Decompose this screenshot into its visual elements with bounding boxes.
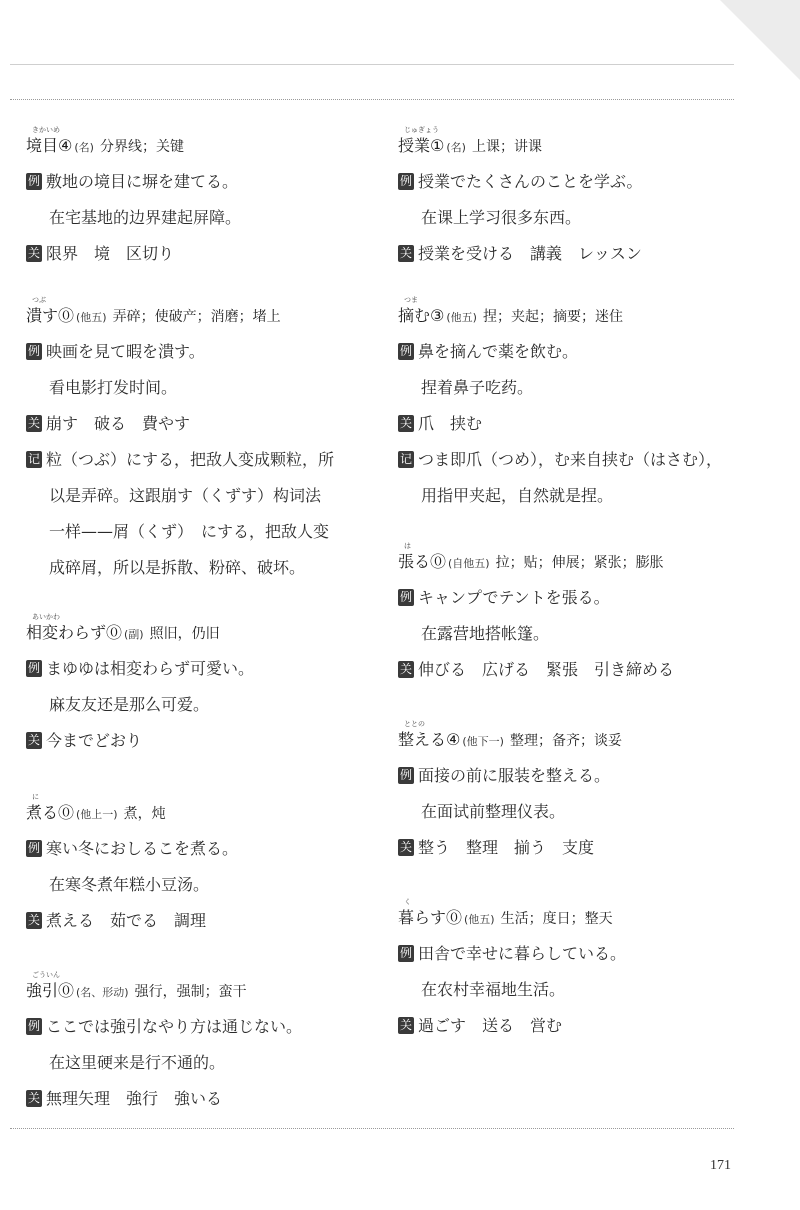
related-badge: 关 xyxy=(27,1091,40,1105)
example-badge: 例 xyxy=(27,344,40,358)
example-badge: 例 xyxy=(27,174,40,188)
example-badge: 例 xyxy=(27,841,40,855)
related-words: 過ごす 送る 営む xyxy=(418,1016,563,1035)
note-line: 一样——屑（くず） にする，把敌人变 xyxy=(49,522,330,541)
related-badge: 关 xyxy=(27,733,40,747)
furigana: ととの xyxy=(404,720,425,728)
meaning: 生活；度日；整天 xyxy=(500,911,613,927)
note-line: つま即爪（つめ），む来自挟む（はさむ）， xyxy=(418,450,723,469)
headword: 相変わらず⓪ xyxy=(26,623,123,642)
part-of-speech: (他五) xyxy=(446,311,477,324)
example-badge: 例 xyxy=(399,590,412,604)
meaning: 强行，强制；蛮干 xyxy=(134,984,247,1000)
note-badge: 记 xyxy=(27,452,40,466)
furigana: きかいめ xyxy=(32,126,60,134)
furigana: じゅぎょう xyxy=(404,126,439,134)
translation: 在课上学习很多东西。 xyxy=(421,208,582,227)
related-words: 伸びる 広げる 緊張 引き締める xyxy=(418,660,675,679)
translation: 看电影打发时间。 xyxy=(49,378,178,397)
meaning: 拉；贴；伸展；紧张；膨胀 xyxy=(495,555,664,571)
meaning: 捏；夹起；摘要；迷住 xyxy=(482,309,623,325)
example-sentence: 映画を見て暇を潰す。 xyxy=(46,342,205,361)
headword: 整える④ xyxy=(398,730,461,749)
footer-dotted-rule xyxy=(10,1128,734,1129)
example-sentence: 敷地の境目に塀を建てる。 xyxy=(46,172,239,191)
meaning: 照旧，仍旧 xyxy=(149,626,220,642)
headword: 張る⓪ xyxy=(398,552,447,571)
part-of-speech: (副) xyxy=(124,628,144,641)
related-badge: 关 xyxy=(399,840,412,854)
note-badge: 记 xyxy=(399,452,412,466)
part-of-speech: (名、形动) xyxy=(76,986,129,999)
part-of-speech: (他上一) xyxy=(76,808,118,821)
example-badge: 例 xyxy=(399,174,412,188)
translation: 捏着鼻子吃药。 xyxy=(421,378,534,397)
note-line: 以是弄碎。这跟崩す（くずす）构词法 xyxy=(49,486,322,505)
example-sentence: 面接の前に服装を整える。 xyxy=(418,766,611,785)
example-sentence: 寒い冬におしるこを煮る。 xyxy=(46,839,239,858)
related-words: 崩す 破る 費やす xyxy=(46,414,191,433)
entry-gouin xyxy=(26,973,371,1117)
part-of-speech: (他下一) xyxy=(462,735,504,748)
translation: 在这里硬来是行不通的。 xyxy=(49,1053,226,1072)
furigana: は xyxy=(404,542,411,550)
translation: 麻友友还是那么可爱。 xyxy=(49,695,210,714)
furigana: く xyxy=(404,898,411,906)
entry-kurasu xyxy=(398,900,743,1044)
furigana: に xyxy=(32,793,39,801)
translation: 在农村幸福地生活。 xyxy=(421,980,566,999)
example-badge: 例 xyxy=(399,768,412,782)
example-sentence: 田舎で幸せに暮らしている。 xyxy=(418,944,627,963)
example-sentence: 鼻を摘んで薬を飲む。 xyxy=(418,342,579,361)
related-badge: 关 xyxy=(399,246,412,260)
part-of-speech: (名) xyxy=(446,141,466,154)
related-words: 授業を受ける 講義 レッスン xyxy=(418,244,642,263)
headword: 潰す⓪ xyxy=(26,306,75,325)
related-words: 爪 挟む xyxy=(418,414,483,433)
part-of-speech: (名) xyxy=(74,141,94,154)
entry-tsumamu xyxy=(398,298,743,514)
meaning: 上课；讲课 xyxy=(471,139,542,155)
related-badge: 关 xyxy=(27,416,40,430)
related-words: 整う 整理 揃う 支度 xyxy=(418,838,595,857)
translation: 在露营地搭帐篷。 xyxy=(421,624,550,643)
header-dotted-rule xyxy=(10,99,734,100)
example-badge: 例 xyxy=(27,661,40,675)
headword: 強引⓪ xyxy=(26,981,75,1000)
related-badge: 关 xyxy=(399,662,412,676)
entry-aikawarazu xyxy=(26,615,371,759)
related-badge: 关 xyxy=(27,913,40,927)
related-badge: 关 xyxy=(399,416,412,430)
furigana: つぶ xyxy=(32,296,46,304)
meaning: 弄碎；使破产；消磨；堵上 xyxy=(112,309,281,325)
headword: 摘む③ xyxy=(398,306,445,325)
note-line: 成碎屑，所以是拆散、粉碎、破坏。 xyxy=(49,558,306,577)
example-badge: 例 xyxy=(27,1019,40,1033)
page-number: 171 xyxy=(710,1158,731,1173)
example-sentence: まゆゆは相変わらず可愛い。 xyxy=(46,659,255,678)
translation: 在面试前整理仪表。 xyxy=(421,802,566,821)
headword: 暮らす⓪ xyxy=(398,908,463,927)
part-of-speech: (他五) xyxy=(464,913,495,926)
entry-sakaime xyxy=(26,128,371,272)
entry-jugyou xyxy=(398,128,743,272)
entry-haru xyxy=(398,544,743,688)
entry-totonoeru xyxy=(398,722,743,866)
entry-niru xyxy=(26,795,371,939)
related-words: 限界 境 区切り xyxy=(46,244,175,263)
furigana: あいかわ xyxy=(32,613,60,621)
meaning: 煮，炖 xyxy=(123,806,166,822)
example-sentence: ここでは強引なやり方は通じない。 xyxy=(46,1017,303,1036)
top-rule xyxy=(10,64,734,65)
part-of-speech: (他五) xyxy=(76,311,107,324)
note-line: 粒（つぶ）にする，把敌人变成颗粒，所 xyxy=(46,450,335,469)
example-badge: 例 xyxy=(399,344,412,358)
meaning: 整理；备齐；谈妥 xyxy=(509,733,622,749)
page-corner-shade xyxy=(720,0,800,80)
translation: 在宅基地的边界建起屏障。 xyxy=(49,208,242,227)
headword: 授業① xyxy=(398,136,445,155)
note-line: 用指甲夹起，自然就是捏。 xyxy=(421,486,614,505)
meaning: 分界线；关键 xyxy=(99,139,184,155)
related-badge: 关 xyxy=(27,246,40,260)
part-of-speech: (自他五) xyxy=(448,557,490,570)
related-words: 煮える 茹でる 調理 xyxy=(46,911,207,930)
furigana: ごういん xyxy=(32,971,60,979)
translation: 在寒冬煮年糕小豆汤。 xyxy=(49,875,210,894)
example-sentence: キャンプでテントを張る。 xyxy=(418,588,610,607)
headword: 煮る⓪ xyxy=(26,803,75,822)
related-words: 今までどおり xyxy=(46,731,143,750)
headword: 境目④ xyxy=(26,136,73,155)
related-words: 無理矢理 強行 強いる xyxy=(46,1089,223,1108)
entry-tsubusu xyxy=(26,298,371,586)
example-sentence: 授業でたくさんのことを学ぶ。 xyxy=(418,172,643,191)
furigana: つま xyxy=(404,296,418,304)
example-badge: 例 xyxy=(399,946,412,960)
related-badge: 关 xyxy=(399,1018,412,1032)
